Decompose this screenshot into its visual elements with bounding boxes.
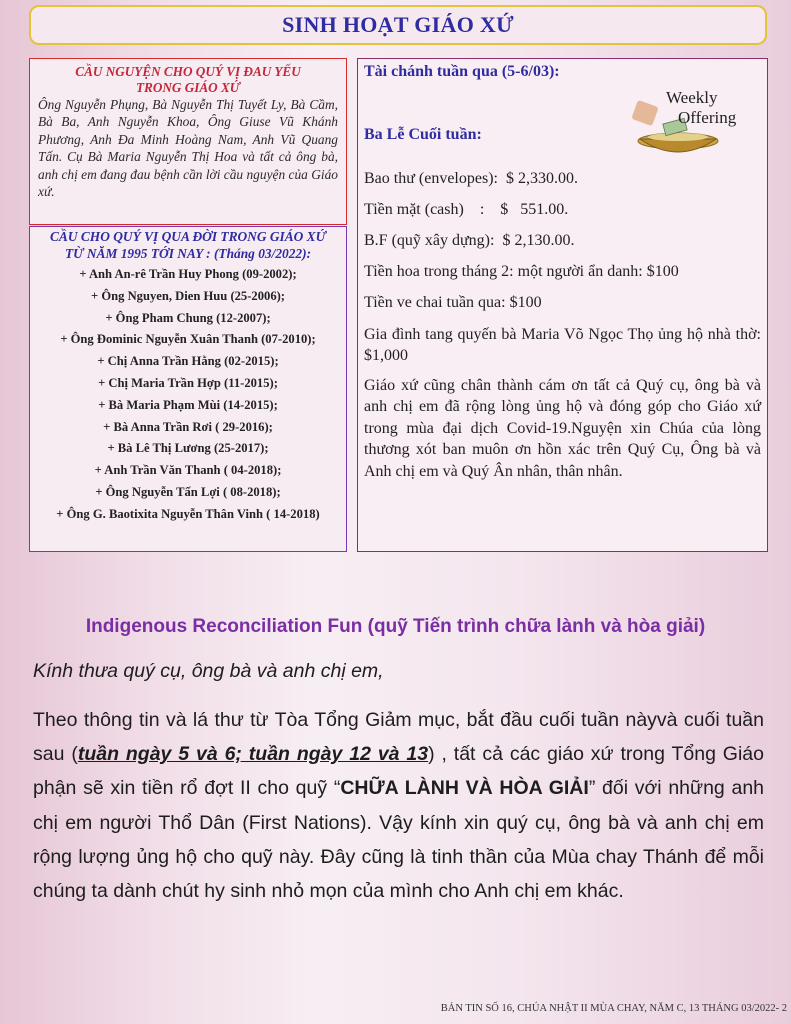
finance-envelopes: Bao thư (envelopes): $ 2,330.00. (364, 170, 578, 187)
finance-box (357, 58, 768, 552)
finance-bottles: Tiền ve chai tuần qua: $100 (364, 294, 542, 311)
deceased-item: + Ông Pham Chung (12-2007); (105, 310, 271, 325)
finance-building-fund: B.F (quỹ xây dựng): $ 2,130.00. (364, 232, 575, 249)
finance-title: Tài chánh tuần qua (5-6/03): (364, 63, 560, 80)
deceased-item: + Bà Lê Thị Lương (25-2017); (107, 441, 269, 456)
prayer-heading-line1: CẦU NGUYỆN CHO QUÝ VỊ ĐAU YẾU (75, 64, 301, 79)
weekly-offering-image (626, 81, 746, 161)
prayer-heading (38, 64, 338, 96)
deceased-item: + Bà Maria Phạm Mùi (14-2015); (98, 397, 278, 412)
deceased-list (34, 264, 342, 526)
article-body-part-c: ” đối với những anh chị em người Thổ Dân (First Nations). Vậy kính xin quý cụ, ông bà và anh chị em rộng lượng ủng hộ cho quỹ này. Đây cũng là tinh thần của Mùa chay Thánh để mỗi chúng ta dành chút hy sinh nhỏ mọn của mình cho Anh chị em khác. (33, 777, 765, 903)
deceased-item: + Bà Anna Trần Rơi ( 29-2016); (103, 419, 273, 434)
deceased-heading-line1: CẦU CHO QUÝ VỊ QUA ĐỜI TRONG GIÁO XỨ (50, 229, 326, 244)
prayer-box (29, 58, 347, 225)
offering-word-weekly: Weekly (666, 88, 718, 107)
finance-thanks: Giáo xứ cũng chân thành cám ơn tất cả Quý cụ, ông bà và anh chị em đã rộng lòng ủng hộ và đóng góp cho Giáo xứ trong mùa đại dịch Covid-19.Nguyện xin Chúa của lòng thương xót ban muôn ơn hồn xác trên Quý Cụ, Ông bà và Anh chị em và Quý Ân nhân, thân nhân. (364, 377, 761, 480)
deceased-heading-line2: TỪ NĂM 1995 TỚI NAY : (Tháng 03/2022): (64, 246, 312, 261)
deceased-item: + Ông Đominic Nguyễn Xuân Thanh (07-2010); (60, 332, 316, 347)
deceased-item: + Ông Nguyen, Dien Huu (25-2006); (91, 288, 285, 303)
finance-flowers: Tiền hoa trong tháng 2: một người ẩn danh: $100 (364, 263, 679, 280)
prayer-body: Ông Nguyễn Phụng, Bà Nguyễn Thị Tuyết Ly, Bà Cầm, Bà Ba, Anh Nguyễn Khoa, Ông Giuse Vũ Khánh Phương, Anh Đa Minh Hoàng Nam, Anh Vũ Quang Tấn. Cụ Bà Maria Nguyễn Thị Hoa và tất cả ông bà, anh chị em đang đau bệnh cần lời cầu nguyện của Giáo xứ. (38, 97, 338, 200)
article-body (33, 703, 764, 908)
finance-family-donation: Gia đình tang quyến bà Maria Võ Ngọc Thọ ủng hộ nhà thờ: $1,000 (364, 326, 761, 364)
article-body-part-a: Theo thông tin và lá thư từ Tòa Tổng Giảm mục, bắt đầu cuối tuần nàyvà cuối tuần sau ( (33, 709, 764, 766)
deceased-item: + Chị Anna Trần Hằng (02-2015); (97, 354, 279, 369)
deceased-box (29, 226, 347, 552)
deceased-item: + Ông Nguyễn Tấn Lợi ( 08-2018); (95, 484, 281, 499)
page-footer: BẢN TIN SỐ 16, CHÚA NHẬT II MÙA CHAY, NĂM C, 13 THÁNG 03/2022- 2 (440, 1003, 787, 1014)
page-title: SINH HOẠT GIÁO XỨ (29, 5, 767, 45)
article-title: Indigenous Reconciliation Fun (quỹ Tiến trình chữa lành và hòa giải) (85, 616, 706, 637)
deceased-item: + Anh An-rê Trần Huy Phong (09-2002); (79, 267, 297, 281)
deceased-item: + Ông G. Baotixita Nguyễn Thân Vinh ( 14-2018) (56, 506, 320, 521)
finance-cash: Tiền mặt (cash) : $ 551.00. (364, 201, 569, 218)
deceased-item: + Anh Trần Văn Thanh ( 04-2018); (94, 463, 282, 478)
offering-word-offering: Offering (678, 108, 737, 127)
article-body-part-b: ) , tất cả các giáo xứ trong Tổng Giáo phận sẽ xin tiền rổ đợt II cho quỹ “ (33, 743, 764, 800)
prayer-heading-line2: TRONG GIÁO XỨ (135, 80, 240, 95)
finance-subtitle: Ba Lễ Cuối tuần: (364, 126, 482, 143)
article-fund-name: CHỮA LÀNH VÀ HÒA GIẢI (340, 777, 589, 800)
deceased-heading (34, 228, 342, 262)
deceased-item: + Chị Maria Trần Hợp (11-2015); (98, 375, 278, 390)
article-dates: tuần ngày 5 và 6; tuần ngày 12 và 13 (77, 743, 429, 766)
article-greeting: Kính thưa quý cụ, ông bà và anh chị em, (33, 660, 384, 682)
